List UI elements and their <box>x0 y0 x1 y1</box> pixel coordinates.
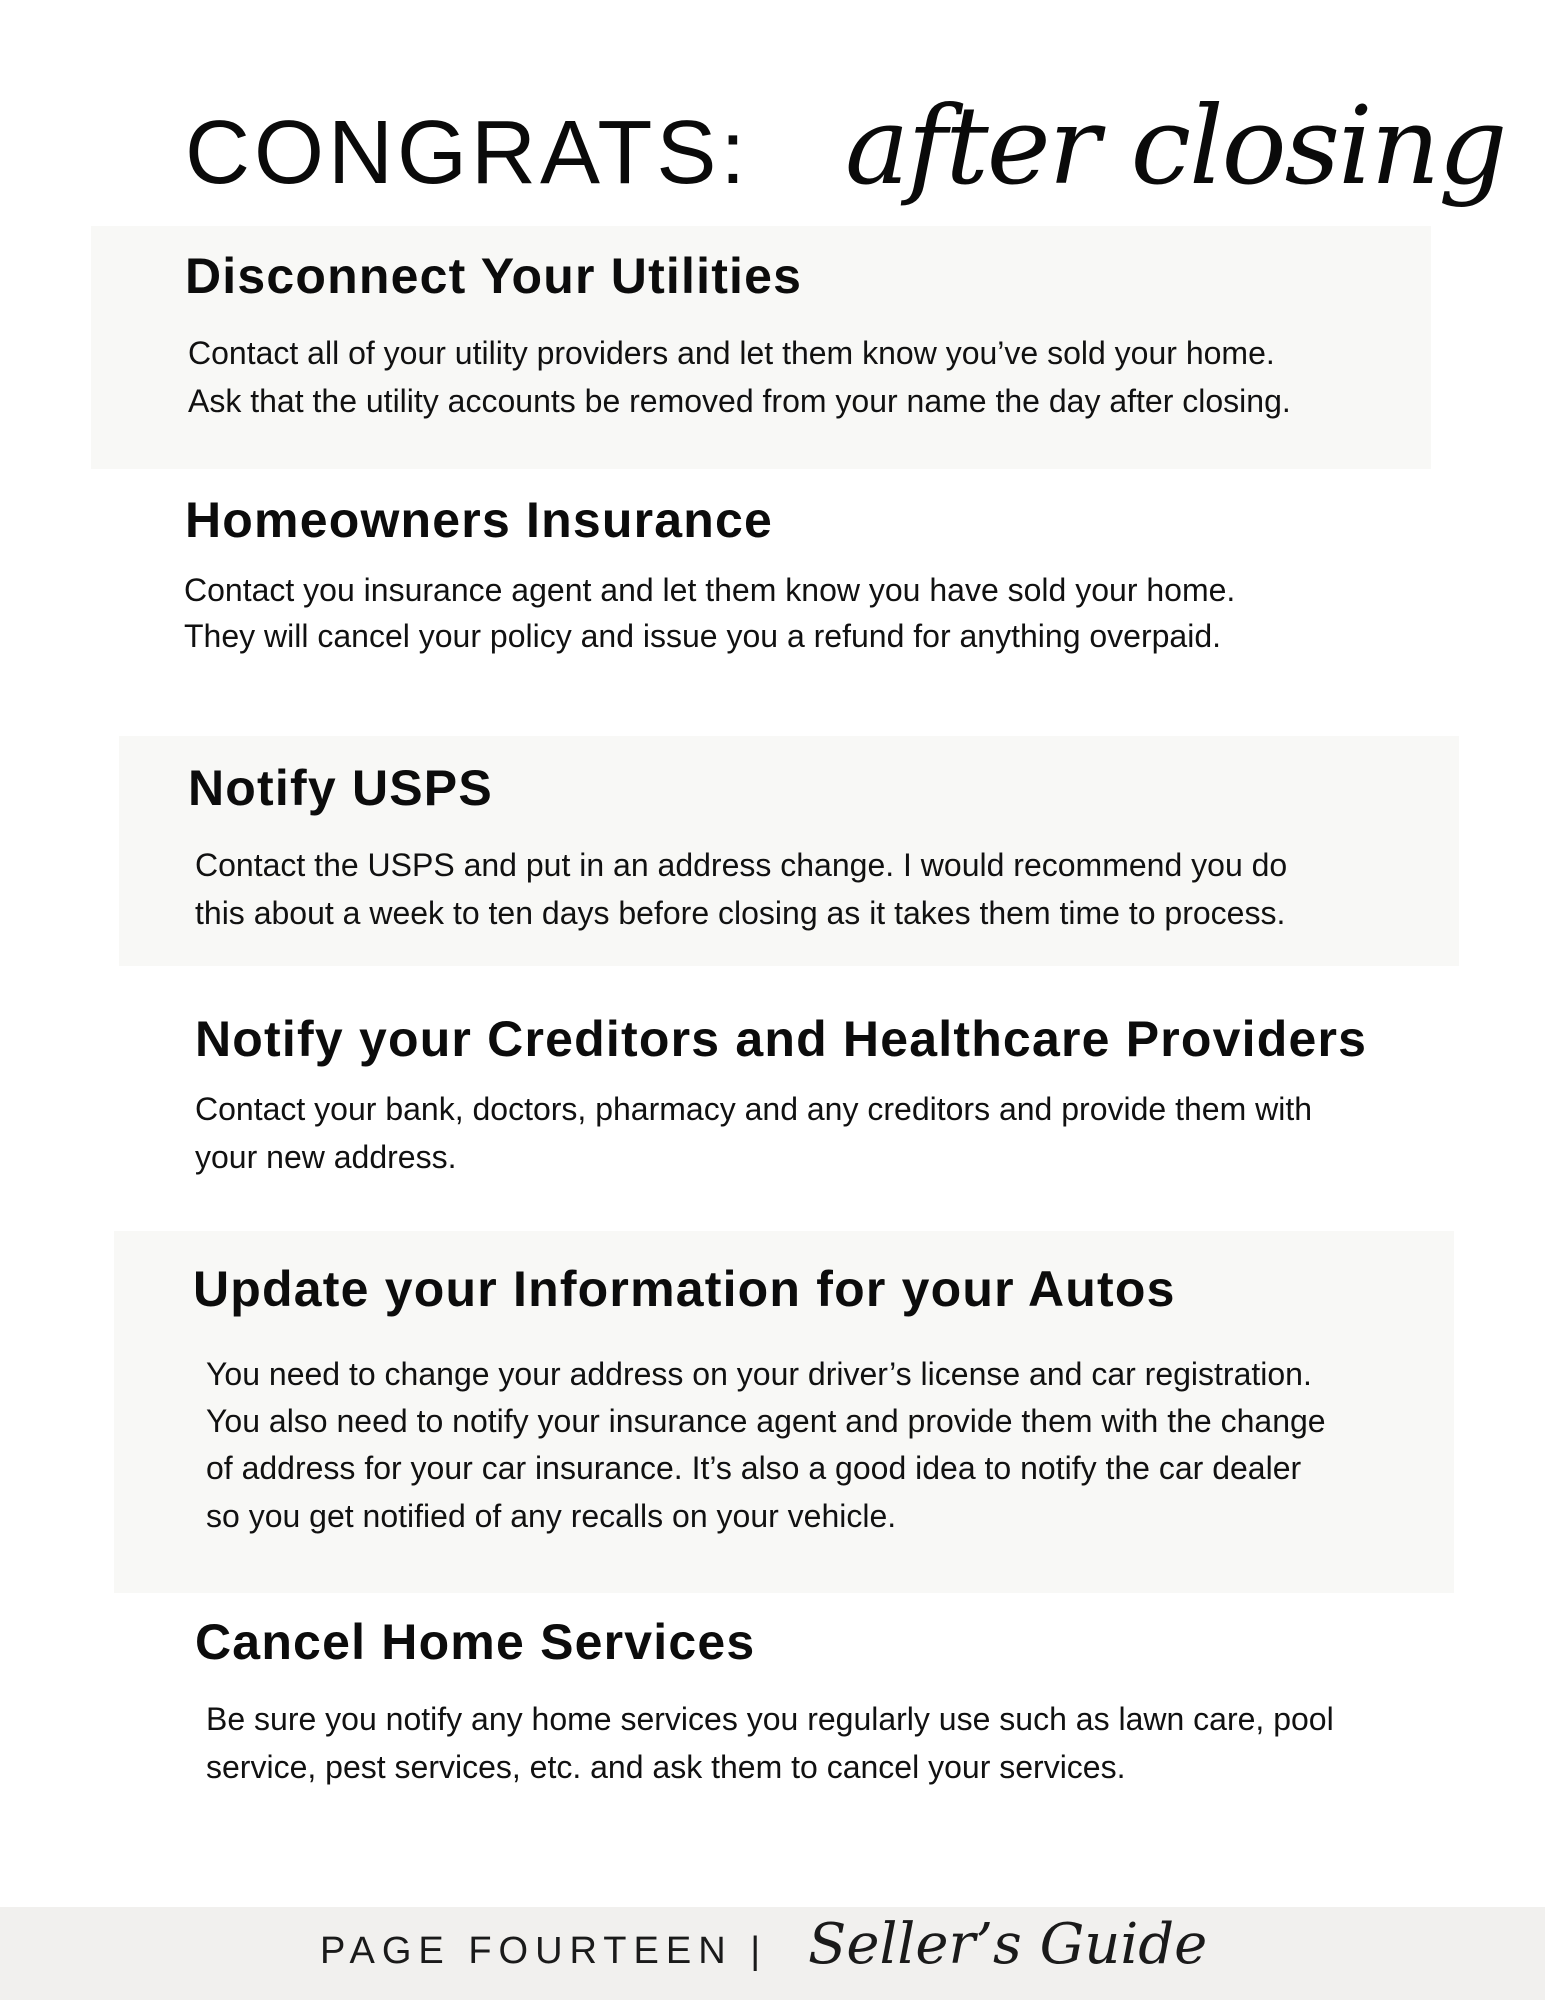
section-text-line: They will cancel your policy and issue you a refund for anything overpaid. <box>184 618 1222 654</box>
section-text-line: Contact your bank, doctors, pharmacy and any creditors and provide them with <box>195 1091 1313 1127</box>
section-home-services <box>195 1614 1334 1785</box>
section-heading: Update your Information for your Autos <box>193 1261 1176 1317</box>
section-text-line: Contact all of your utility providers and let them know you’ve sold your home. <box>188 335 1275 371</box>
section-usps <box>188 760 1288 931</box>
section-heading: Notify USPS <box>188 760 493 816</box>
section-text-line: your new address. <box>195 1139 457 1175</box>
footer-page-label: PAGE FOURTEEN | <box>320 1930 768 1972</box>
footer-bar <box>0 1907 1545 2000</box>
section-text-line: Contact the USPS and put in an address change. I would recommend you do <box>195 847 1288 883</box>
section-text-line: Ask that the utility accounts be removed from your name the day after closing. <box>188 383 1291 419</box>
section-heading: Disconnect Your Utilities <box>185 248 803 304</box>
section-text-line: service, pest services, etc. and ask them to cancel your services. <box>206 1749 1126 1785</box>
section-text-line: Contact you insurance agent and let them know you have sold your home. <box>184 572 1236 608</box>
section-text-line: of address for your car insurance. It’s also a good idea to notify the car dealer <box>206 1450 1302 1486</box>
page-header <box>185 84 1506 230</box>
section-heading: Notify your Creditors and Healthcare Providers <box>195 1011 1368 1067</box>
section-text-line: Be sure you notify any home services you regularly use such as lawn care, pool <box>206 1701 1334 1737</box>
section-creditors <box>195 1011 1368 1175</box>
section-text-line: You also need to notify your insurance agent and provide them with the change <box>206 1403 1326 1439</box>
section-heading: Cancel Home Services <box>195 1614 756 1670</box>
section-utilities <box>185 248 1291 419</box>
section-text-line: You need to change your address on your driver’s license and car registration. <box>206 1356 1312 1392</box>
section-text-line: so you get notified of any recalls on your vehicle. <box>206 1498 897 1534</box>
page-title-script: after closing <box>845 84 1506 209</box>
section-text-line: this about a week to ten days before closing as it takes them time to process. <box>195 895 1286 931</box>
section-insurance <box>184 492 1236 654</box>
section-autos <box>193 1261 1326 1534</box>
footer-script-label: Seller’s Guide <box>808 1912 1208 1977</box>
section-heading: Homeowners Insurance <box>185 492 774 548</box>
page-title: CONGRATS: <box>185 103 750 203</box>
